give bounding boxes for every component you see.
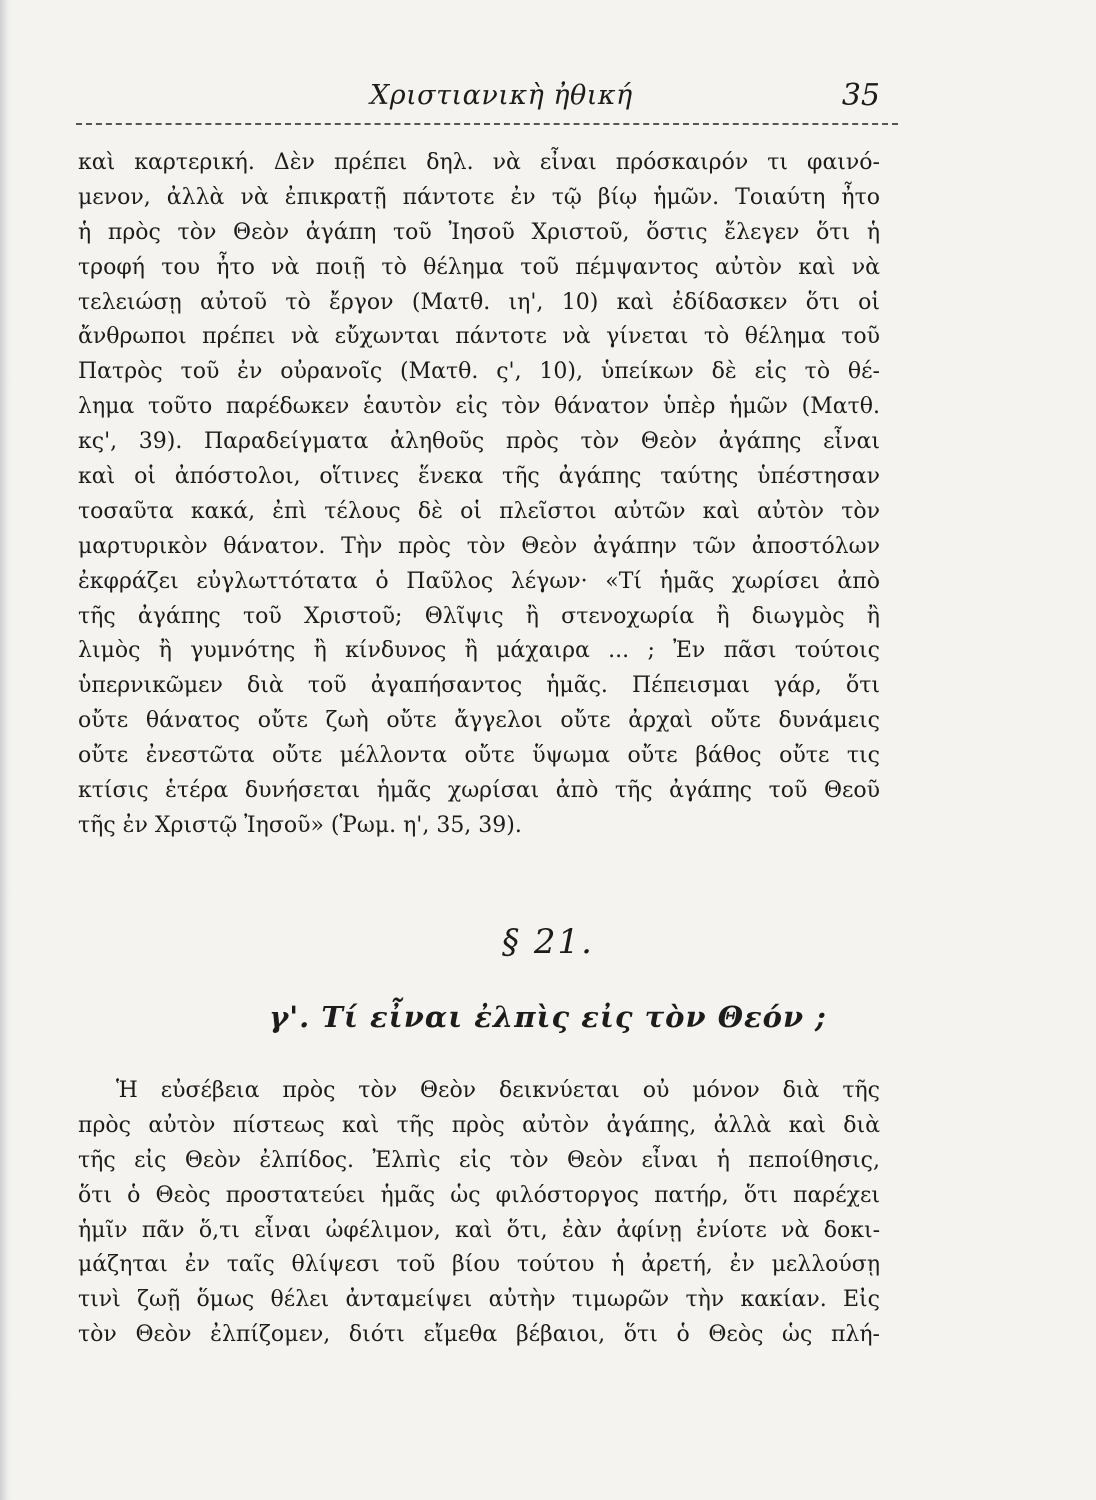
paragraph-1 <box>78 146 880 844</box>
text-line: πρὸς αὐτὸν πίστεως καὶ τῆς πρὸς αὐτὸν ἀγάπης, ἀλλὰ καὶ διὰ <box>78 1112 880 1138</box>
text-line: μάζηται ἐν ταῖς θλίψεσι τοῦ βίου τούτου ἡ ἀρετή, ἐν μελλούσῃ <box>78 1252 880 1278</box>
text-line: μενον, ἀλλὰ νὰ ἐπικρατῇ πάντοτε ἐν τῷ βίῳ ἡμῶν. Τοιαύτη ἦτο <box>78 184 880 210</box>
text-line: μαρτυρικὸν θάνατον. Τὴν πρὸς τὸν Θεὸν ἀγάπην τῶν ἀποστόλων <box>78 533 880 559</box>
text-line: ἡμῖν πᾶν ὅ,τι εἶναι ὠφέλιμον, καὶ ὅτι, ἐὰν ἀφίνῃ ἐνίοτε νὰ δοκι- <box>78 1217 880 1243</box>
text-line: οὔτε θάνατος οὔτε ζωὴ οὔτε ἄγγελοι οὔτε ἀρχαὶ οὔτε δυνάμεις <box>78 708 880 734</box>
text-line: κς', 39). Παραδείγματα ἀληθοῦς πρὸς τὸν Θεὸν ἀγάπης εἶναι <box>78 429 880 455</box>
page-header <box>80 78 880 118</box>
text-line: τροφή του ἦτο νὰ ποιῇ τὸ θέλημα τοῦ πέμψαντος αὐτὸν καὶ νὰ <box>78 254 880 280</box>
text-line: λημα τοῦτο παρέδωκεν ἑαυτὸν εἰς τὸν θάνατον ὑπὲρ ἡμῶν (Ματθ. <box>78 394 880 420</box>
text-line: τελειώσῃ αὐτοῦ τὸ ἔργον (Ματθ. ιη', 10) καὶ ἐδίδασκεν ὅτι οἱ <box>78 289 880 315</box>
text-line: τοσαῦτα κακά, ἐπὶ τέλους δὲ οἱ πλεῖστοι αὐτῶν καὶ αὐτὸν τὸν <box>78 498 880 524</box>
page-number: 35 <box>841 78 880 113</box>
section-heading: γ'. Τί εἶναι ἐλπὶς εἰς τὸν Θεόν ; <box>269 1000 827 1034</box>
section-number: § 21. <box>502 922 594 962</box>
text-line: τῆς εἰς Θεὸν ἐλπίδος. Ἐλπὶς εἰς τὸν Θεὸν εἶναι ἡ πεποίθησις, <box>78 1147 880 1173</box>
text-line: ὑπερνικῶμεν διὰ τοῦ ἀγαπήσαντος ἡμᾶς. Πέπεισμαι γάρ, ὅτι <box>78 673 880 699</box>
text-line: τινὶ ζωῇ ὅμως θέλει ἀνταμείψει αὐτὴν τιμωρῶν τὴν κακίαν. Εἰς <box>78 1287 880 1313</box>
text-line: καὶ οἱ ἀπόστολοι, οἵτινες ἕνεκα τῆς ἀγάπης ταύτης ὑπέστησαν <box>78 464 880 490</box>
running-title: Χριστιανικὴ ἠθική <box>370 80 633 111</box>
paragraph-2 <box>78 1074 880 1353</box>
text-line: οὔτε ἐνεστῶτα οὔτε μέλλοντα οὔτε ὕψωμα οὔτε βάθος οὔτε τις <box>78 743 880 769</box>
page-binding-edge <box>0 0 12 1500</box>
text-line: καὶ καρτερική. Δὲν πρέπει δηλ. νὰ εἶναι πρόσκαιρόν τι φαινό- <box>78 150 880 175</box>
text-line: Πατρὸς τοῦ ἐν οὐρανοῖς (Ματθ. ς', 10), ὑπείκων δὲ εἰς τὸ θέ- <box>78 359 880 385</box>
text-line: τὸν Θεὸν ἐλπίζομεν, διότι εἴμεθα βέβαιοι, ὅτι ὁ Θεὸς ὡς πλή- <box>78 1322 880 1348</box>
header-rule <box>76 123 898 125</box>
text-line: Ἡ εὐσέβεια πρὸς τὸν Θεὸν δεικνύεται οὐ μόνον διὰ τῆς <box>116 1078 880 1103</box>
text-line: ἐκφράζει εὐγλωττότατα ὁ Παῦλος λέγων· «Τί ἡμᾶς χωρίσει ἀπὸ <box>78 568 880 594</box>
text-line: ἄνθρωποι πρέπει νὰ εὔχωνται πάντοτε νὰ γίνεται τὸ θέλημα τοῦ <box>78 324 880 350</box>
text-line: τῆς ἀγάπης τοῦ Χριστοῦ; Θλῖψις ἢ στενοχωρία ἢ διωγμὸς ἢ <box>78 603 880 629</box>
text-line: τῆς ἐν Χριστῷ Ἰησοῦ» (Ῥωμ. η', 35, 39). <box>78 812 522 838</box>
text-line: ὅτι ὁ Θεὸς προστατεύει ἡμᾶς ὡς φιλόστοργος πατήρ, ὅτι παρέχει <box>78 1182 880 1208</box>
text-line: λιμὸς ἢ γυμνότης ἢ κίνδυνος ἢ μάχαιρα ... ; Ἐν πᾶσι τούτοις <box>78 638 880 664</box>
text-line: ἡ πρὸς τὸν Θεὸν ἀγάπη τοῦ Ἰησοῦ Χριστοῦ, ὅστις ἔλεγεν ὅτι ἡ <box>78 219 880 245</box>
text-line: κτίσις ἑτέρα δυνήσεται ἡμᾶς χωρίσαι ἀπὸ τῆς ἀγάπης τοῦ Θεοῦ <box>78 778 880 804</box>
